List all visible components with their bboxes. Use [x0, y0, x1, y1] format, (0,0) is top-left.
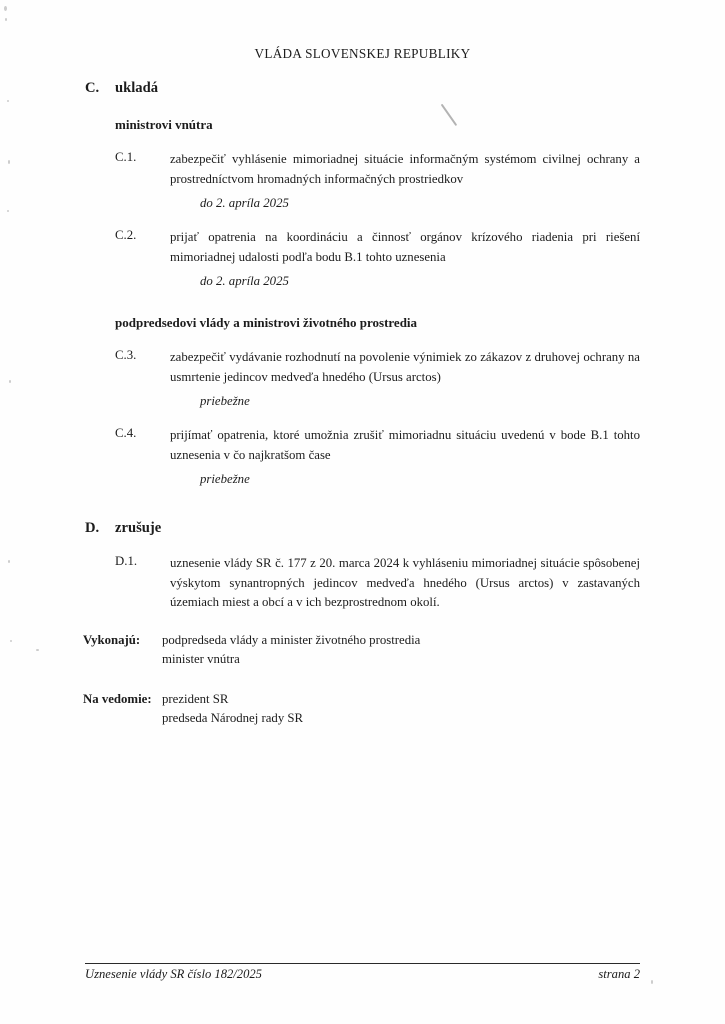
scan-speckle	[4, 6, 7, 11]
footer-page-number: strana 2	[598, 967, 640, 981]
execution-name-2: minister vnútra	[162, 651, 240, 666]
item-c1-number: C.1.	[115, 150, 137, 164]
scan-speckle	[8, 560, 10, 563]
item-c4-number: C.4.	[115, 426, 137, 440]
document-header-title: VLÁDA SLOVENSKEJ REPUBLIKY	[254, 46, 471, 61]
scan-speckle	[5, 18, 7, 21]
item-d1	[115, 554, 643, 613]
item-c2	[115, 228, 643, 267]
scan-speckle	[7, 210, 9, 212]
scan-speckle	[36, 649, 39, 651]
item-c1	[115, 150, 643, 189]
section-c-letter: C.	[85, 80, 100, 96]
scan-speckle	[9, 380, 11, 383]
notice-row	[83, 690, 643, 728]
execution-name-1: podpredseda vlády a minister životného prostredia	[162, 632, 421, 647]
item-c2-text: prijať opatrenia na koordináciu a činnosť orgánov krízového riadenia pri riešení mimoriadnej udalosti podľa bodu B.1 tohto uznesenia	[170, 230, 640, 264]
scan-speckle	[651, 980, 653, 984]
item-c1-text: zabezpečiť vyhlásenie mimoriadnej situácie informačným systémom civilnej ochrany a prostredníctvom hromadných informačných prostriedkov	[170, 152, 640, 186]
item-c3	[115, 348, 643, 387]
item-d1-text: uznesenie vlády SR č. 177 z 20. marca 2024 k vyhláseniu mimoriadnej situácie spôsobenej výskytom synantropných jedincov medveďa hnedého (Ursus arctos) v zastavaných územiach miest a obcí a v ich bezprostrednom okolí.	[170, 556, 640, 609]
execution-values	[162, 631, 632, 669]
scan-speckle	[7, 100, 9, 102]
item-d1-number: D.1.	[115, 554, 138, 568]
addressee-podpredsedovi-vlady: podpredsedovi vlády a ministrovi životného prostredia	[115, 315, 418, 330]
page-footer	[85, 963, 640, 982]
item-c2-deadline: do 2. apríla 2025	[200, 274, 289, 288]
section-c-title: ukladá	[115, 80, 158, 96]
item-c4	[115, 426, 643, 465]
scan-speckle	[10, 640, 12, 642]
item-c1-deadline: do 2. apríla 2025	[200, 196, 289, 210]
item-c4-text: prijímať opatrenia, ktoré umožnia zrušiť mimoriadnu situáciu uvedenú v bode B.1 tohto uznesenia v čo najkratšom čase	[170, 428, 640, 462]
document-body	[85, 80, 643, 728]
item-c3-text: zabezpečiť vydávanie rozhodnutí na povolenie výnimiek zo zákazov z druhovej ochrany na usmrtenie jedincov medveďa hnedého (Ursus arctos)	[170, 350, 640, 384]
item-c4-deadline: priebežne	[200, 472, 250, 486]
execution-row	[83, 631, 643, 669]
section-c-heading	[85, 80, 643, 97]
item-c2-number: C.2.	[115, 228, 137, 242]
execution-label: Vykonajú:	[83, 632, 141, 647]
notice-values	[162, 690, 632, 728]
item-c3-deadline: priebežne	[200, 394, 250, 408]
notice-label: Na vedomie:	[83, 691, 152, 706]
section-d-heading	[85, 520, 643, 537]
notice-name-2: predseda Národnej rady SR	[162, 710, 304, 725]
notice-name-1: prezident SR	[162, 691, 229, 706]
footer-document-number: Uznesenie vlády SR číslo 182/2025	[85, 967, 262, 981]
addressee-ministrovi-vnutra: ministrovi vnútra	[115, 117, 213, 132]
section-d-title: zrušuje	[115, 520, 162, 536]
item-c3-number: C.3.	[115, 348, 137, 362]
section-d-letter: D.	[85, 520, 100, 536]
scan-speckle	[8, 160, 10, 164]
